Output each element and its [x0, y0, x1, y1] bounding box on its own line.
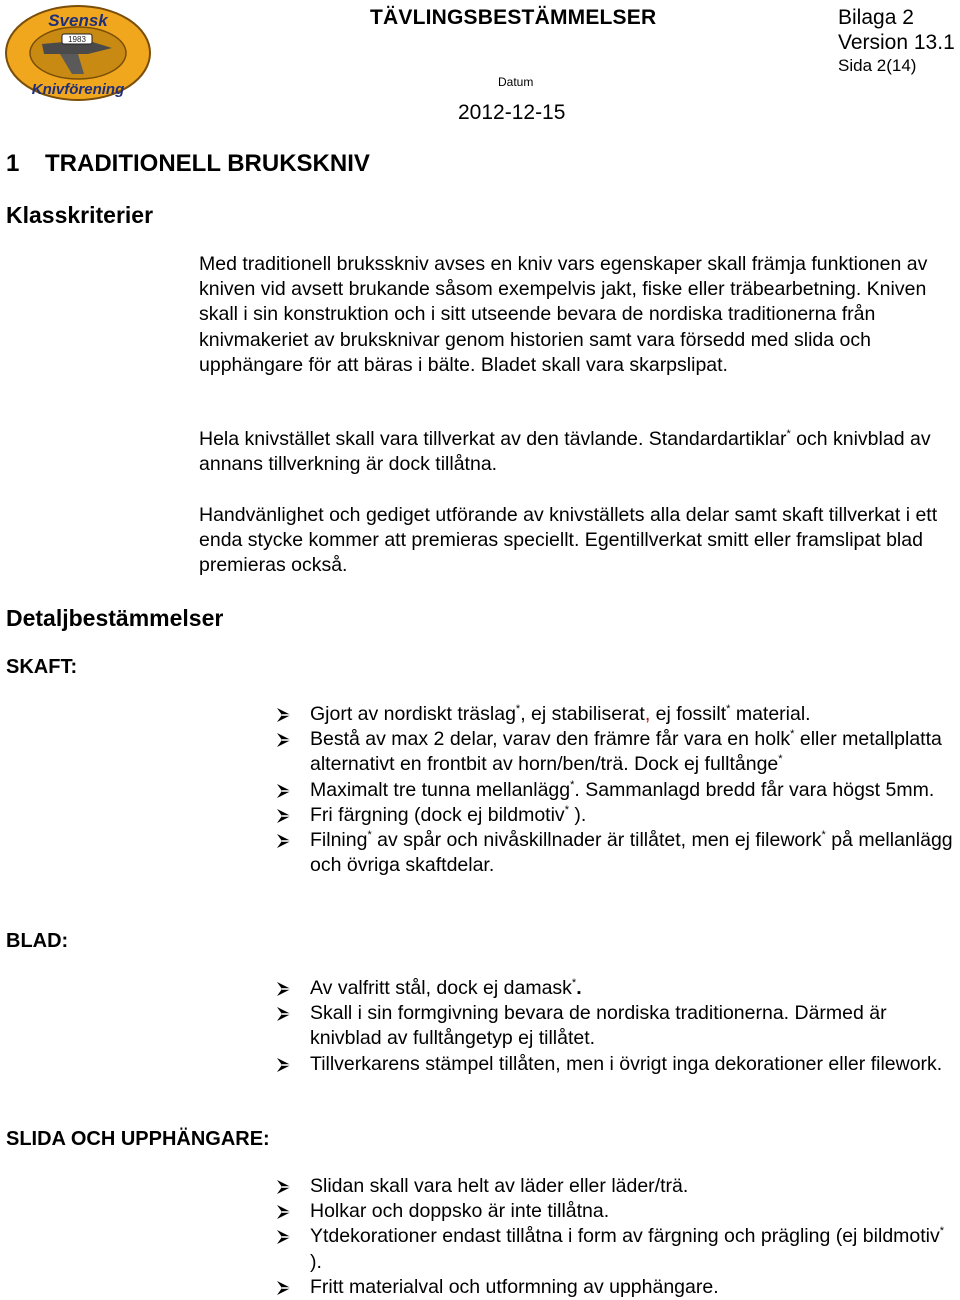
footnote-marker: *	[515, 703, 521, 715]
list-item: Ytdekorationer endast tillåtna i form av färgning och prägling (ej bildmotiv* ).	[276, 1224, 960, 1274]
appendix-label: Bilaga 2	[838, 6, 914, 29]
section-number: 1	[6, 150, 20, 177]
page-number: Sida 2(14)	[838, 56, 917, 75]
arrow-bullet-icon	[276, 1280, 292, 1296]
heading-slida-och-upphangare: SLIDA OCH UPPHÄNGARE:	[6, 1128, 270, 1150]
heading-blad: BLAD:	[6, 930, 69, 952]
arrow-bullet-icon	[276, 1229, 292, 1245]
arrow-bullet-icon	[276, 1204, 292, 1220]
heading-skaft: SKAFT:	[6, 656, 78, 678]
footnote-marker: *	[786, 428, 791, 440]
footnote-marker: *	[939, 1225, 945, 1238]
arrow-bullet-icon	[276, 783, 292, 799]
list-item: Av valfritt stål, dock ej damask*.	[276, 976, 960, 1001]
association-logo	[4, 4, 152, 102]
footnote-marker: *	[570, 778, 575, 791]
blade-rules-list	[276, 976, 960, 1077]
document-title: TÄVLINGSBESTÄMMELSER	[370, 6, 657, 29]
arrow-bullet-icon	[276, 1179, 292, 1195]
highlighted-comma: ,	[644, 703, 651, 725]
arrow-bullet-icon	[276, 1057, 292, 1073]
sheath-rules-list	[276, 1174, 960, 1300]
logo-year: 1983	[68, 35, 86, 44]
list-item: Fri färgning (dock ej bildmotiv* ).	[276, 803, 960, 828]
list-item: Fritt materialval och utformning av upphängare.	[276, 1275, 960, 1300]
footnote-marker: *	[564, 803, 569, 816]
footnote-marker: *	[367, 829, 372, 842]
list-item: Skall i sin formgivning bevara de nordiska traditionerna. Därmed är knivblad av fulltångetyp ej tillåtet.	[276, 1001, 960, 1051]
arrow-bullet-icon	[276, 732, 292, 748]
arrow-bullet-icon	[276, 981, 292, 997]
logo-text-top: Svensk	[48, 11, 108, 30]
document-date: 2012-12-15	[458, 101, 566, 124]
list-item: Gjort av nordiskt träslag*, ej stabiliserat, ej fossilt* material.	[276, 702, 960, 727]
paragraph-text: Hela knivstället skall vara tillverkat av den tävlande. Standardartiklar	[199, 428, 787, 450]
heading-klasskriterier: Klasskriterier	[6, 202, 154, 228]
list-item: Filning* av spår och nivåskillnader är tillåtet, men ej filework* på mellanlägg och övriga skaftdelar.	[276, 828, 960, 878]
footnote-marker: *	[790, 728, 795, 741]
arrow-bullet-icon	[276, 808, 292, 824]
list-item: Bestå av max 2 delar, varav den främre får vara en holk* eller metallplatta alternativt en frontbit av horn/ben/trä. Dock ej fulltånge*	[276, 727, 960, 777]
arrow-bullet-icon	[276, 707, 292, 723]
class-criteria-paragraph-1: Med traditionell bruksskniv avses en kniv vars egenskaper skall främja funktionen av kniven vid avsett brukande såsom exempelvis jakt, fiske eller träbearbetning. Kniven skall i sin konstruktion och i sitt utseende bevara de nordiska traditionerna från knivmakeriet av bruksknivar genom historien samt vara försedd med slida och upphängare för att bäras i bälte. Bladet skall vara skarpslipat.	[199, 253, 928, 376]
version-label: Version 13.1	[838, 31, 955, 54]
heading-detaljbestammelser: Detaljbestämmelser	[6, 605, 224, 631]
class-criteria-paragraph-3: Handvänlighet och gediget utförande av knivställets alla delar samt skaft tillverkat i ett enda stycke kommer att premieras speciellt. Egentillverkat smitt eller framslipat blad premieras också.	[199, 504, 938, 577]
class-criteria-paragraph-2	[199, 427, 954, 477]
paragraph-text: och knivblad av annans tillverkning är dock tillåtna.	[199, 428, 931, 476]
list-item: Slidan skall vara helt av läder eller läder/trä.	[276, 1174, 960, 1199]
list-item: Holkar och doppsko är inte tillåtna.	[276, 1199, 960, 1224]
arrow-bullet-icon	[276, 1006, 292, 1022]
list-item: Maximalt tre tunna mellanlägg*. Sammanlagd bredd får vara högst 5mm.	[276, 778, 960, 803]
arrow-bullet-icon	[276, 833, 292, 849]
handle-rules-list	[276, 702, 960, 878]
section-title: TRADITIONELL BRUKSKNIV	[45, 150, 370, 177]
footnote-marker: *	[778, 753, 783, 766]
logo-text-bottom: Knivförening	[31, 81, 125, 98]
footnote-marker: *	[821, 829, 826, 842]
footnote-marker: *	[571, 977, 577, 989]
footnote-marker: *	[726, 703, 731, 715]
list-item: Tillverkarens stämpel tillåten, men i övrigt inga dekorationer eller filework.	[276, 1052, 960, 1077]
date-label: Datum	[498, 75, 534, 89]
